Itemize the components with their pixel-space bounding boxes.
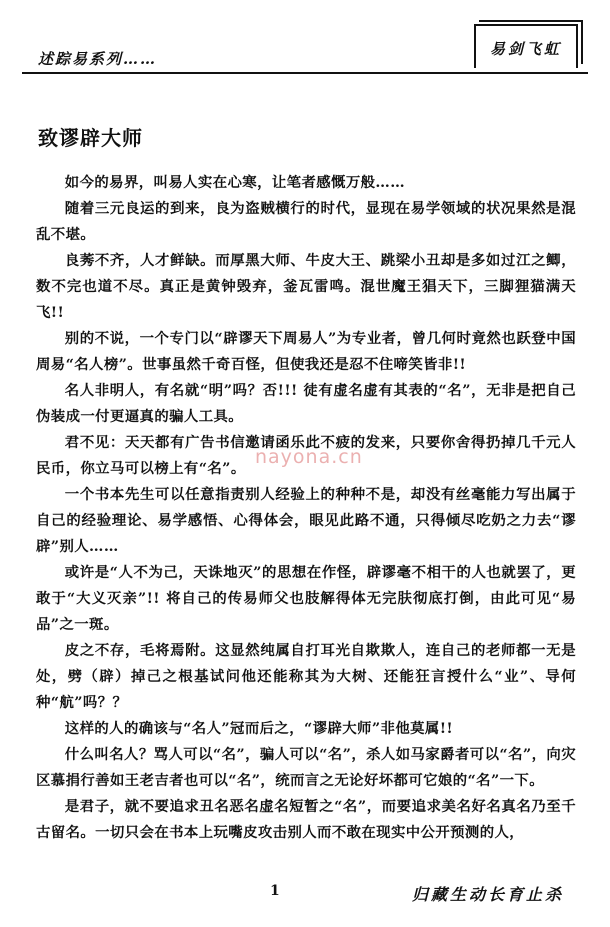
- paragraph: 良莠不齐，人才鲜缺。而厚黑大师、牛皮大王、跳梁小丑却是多如过江之鲫，数不完也道不尽。真正是黄钟毁弃，釜瓦雷鸣。混世魔王猖天下，三脚狸猫满天飞!!: [36, 252, 576, 321]
- body-text: [36, 170, 576, 846]
- header-tab-label: 易剑飞虹: [489, 40, 562, 58]
- page-title: 致谬辟大师: [38, 126, 143, 150]
- paragraph: 随着三元良运的到来，良为盗贼横行的时代，显现在易学领域的状况果然是混乱不堪。: [36, 200, 576, 243]
- paragraph: 名人非明人，有名就“明”吗？否!!! 徒有虚名虚有其表的“名”，无非是把自己伪装成一付更逼真的骗人工具。: [36, 382, 576, 425]
- header-divider: [22, 72, 588, 74]
- paragraph: 别的不说，一个专门以“辟谬天下周易人”为专业者，曾几何时竟然也跃登中国周易“名人榜”。世事虽然千奇百怪，但使我还是忍不住啼笑皆非!!: [36, 330, 576, 373]
- paragraph: 君不见：天天都有广告书信邀请函乐此不疲的发来，只要你舍得扔掉几千元人民币，你立马可以榜上有“名”。: [36, 434, 576, 477]
- series-header: 述踪易系列……: [38, 50, 158, 68]
- page-number: 1: [270, 883, 280, 899]
- watermark: nayona.cn: [255, 446, 363, 468]
- paragraph: 皮之不存，毛将焉附。这显然纯属自打耳光自欺欺人，连自己的老师都一无是处，劈（辟）掉己之根基试问他还能称其为大树、还能狂言授什么“业”、导何种“航”吗？？: [36, 642, 576, 711]
- footer-slogan: 归藏生动长育止杀: [412, 885, 565, 904]
- paragraph: 或许是“人不为己，天诛地灭”的思想在作怪，辟谬毫不相干的人也就罢了，更敢于“大义灭亲”!! 将自己的传易师父也肢解得体无完肤彻底打倒，由此可见“易品”之一斑。: [36, 564, 576, 633]
- paragraph: 什么叫名人？骂人可以“名”，骗人可以“名”，杀人如马家爵者可以“名”，向灾区慕捐行善如王老吉者也可以“名”，统而言之无论好坏都可它娘的“名”一下。: [36, 746, 576, 789]
- paragraph: 如今的易界，叫易人实在心寒，让笔者感慨万般……: [64, 174, 405, 191]
- paragraph: 是君子，就不要追求丑名恶名虚名短暂之“名”，而要追求美名好名真名乃至千古留名。一切只会在书本上玩嘴皮攻击别人而不敢在现实中公开预测的人，: [36, 798, 576, 841]
- paragraph: 这样的人的确该与“名人”冠而后之，“谬辟大师”非他莫属!!: [64, 720, 454, 737]
- header-tab: [474, 24, 578, 68]
- paragraph: 一个书本先生可以任意指责别人经验上的种种不是，却没有丝毫能力写出属于自己的经验理论、易学感悟、心得体会，眼见此路不通，只得倾尽吃奶之力去“谬辟”别人……: [36, 486, 576, 555]
